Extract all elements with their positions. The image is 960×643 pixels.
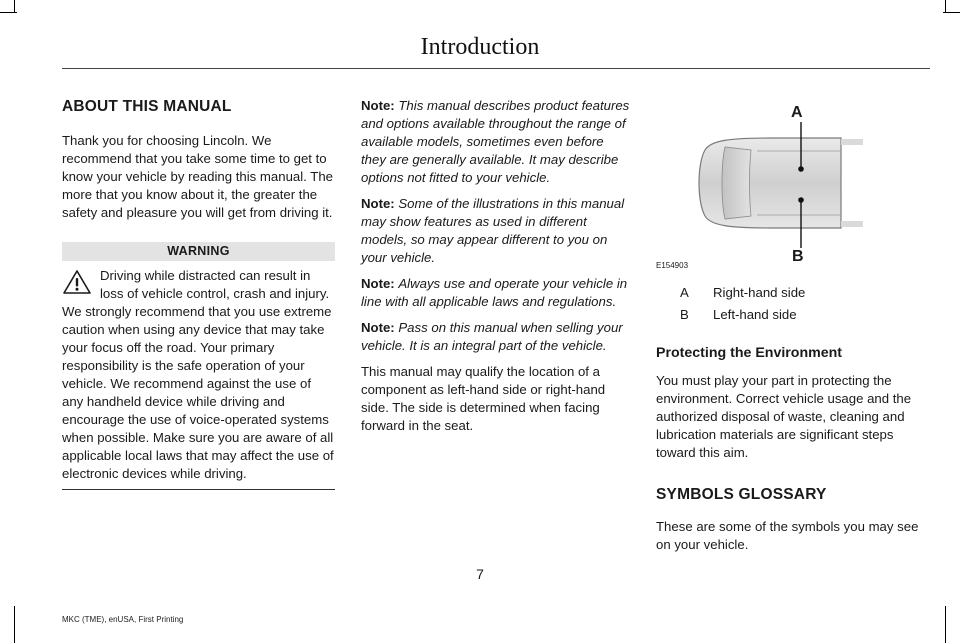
figure-image-code: E154903 (656, 261, 689, 270)
note-item (361, 319, 632, 355)
legend-key: B (680, 307, 689, 322)
note-item (361, 275, 632, 311)
note-label: Note: (361, 276, 395, 291)
warning-text: Driving while distracted can result in loss of vehicle control, crash and injury. We strongly recommend that you use extreme caution when using any device that may take your focus off the road. Your primary responsibility is the safe operation of your vehicle. We recommend against the use of any handheld device while driving and encourage the use of voice-operated systems when possible. Make sure you are aware of all applicable local laws that may affect the use of electronic devices while driving. (62, 268, 334, 481)
column-left (62, 98, 335, 490)
warning-box (62, 267, 335, 490)
warning-triangle-icon (62, 269, 92, 295)
crop-mark (0, 12, 17, 13)
symbols-text: These are some of the symbols you may see on your vehicle. (656, 519, 919, 552)
warning-header: WARNING (62, 242, 335, 261)
legend-key: A (680, 285, 689, 300)
note-label: Note: (361, 320, 395, 335)
print-info: MKC (TME), enUSA, First Printing (62, 615, 184, 624)
section-heading-symbols: SYMBOLS GLOSSARY (656, 486, 827, 503)
page-number: 7 (476, 566, 484, 582)
note-item (361, 97, 632, 187)
crop-mark (943, 12, 960, 13)
legend-row (680, 284, 930, 302)
note-label: Note: (361, 98, 395, 113)
crop-mark (14, 0, 15, 12)
environment-text: You must play your part in protecting the environment. Correct vehicle usage and the authorized disposal of waste, cleaning and lubrication materials are significant steps toward this aim. (656, 373, 912, 460)
note-item (361, 195, 632, 267)
legend-row (680, 306, 930, 324)
note-text: Pass on this manual when selling your vehicle. It is an integral part of the vehicle. (361, 320, 623, 353)
note-text: Some of the illustrations in this manual may show features as used in different models, so may appear different to you on your vehicle. (361, 196, 625, 265)
crop-mark (14, 606, 15, 643)
note-label: Note: (361, 196, 395, 211)
vehicle-side-figure (653, 98, 863, 268)
section-heading-about: ABOUT THIS MANUAL (62, 98, 232, 115)
figure-label-a: A (791, 104, 803, 121)
column-middle (361, 97, 632, 443)
legend-value: Right-hand side (713, 285, 806, 300)
figure-label-b: B (792, 248, 804, 265)
note-text: This manual describes product features and options available throughout the range of available models, sometimes even before they are generally available. It may describe options not fitted to your vehicle. (361, 98, 630, 185)
header-rule (62, 68, 930, 69)
legend-value: Left-hand side (713, 307, 797, 322)
crop-mark (945, 606, 946, 643)
page-title: Introduction (420, 34, 540, 60)
location-text: This manual may qualify the location of a component as left-hand side or right-hand side. The side is determined when facing forward in the seat. (361, 364, 606, 433)
figure-legend (680, 284, 930, 324)
section-heading-environment: Protecting the Environment (656, 345, 843, 361)
about-intro: Thank you for choosing Lincoln. We recommend that you take some time to get to know your vehicle by reading this manual. The more that you know about it, the greater the safety and pleasure you will get from driving it. (62, 133, 333, 220)
crop-mark (945, 0, 946, 12)
vehicle-top-view-illustration (653, 98, 863, 268)
note-text: Always use and operate your vehicle in line with all applicable laws and regulations. (361, 276, 628, 309)
column-right (656, 98, 930, 562)
